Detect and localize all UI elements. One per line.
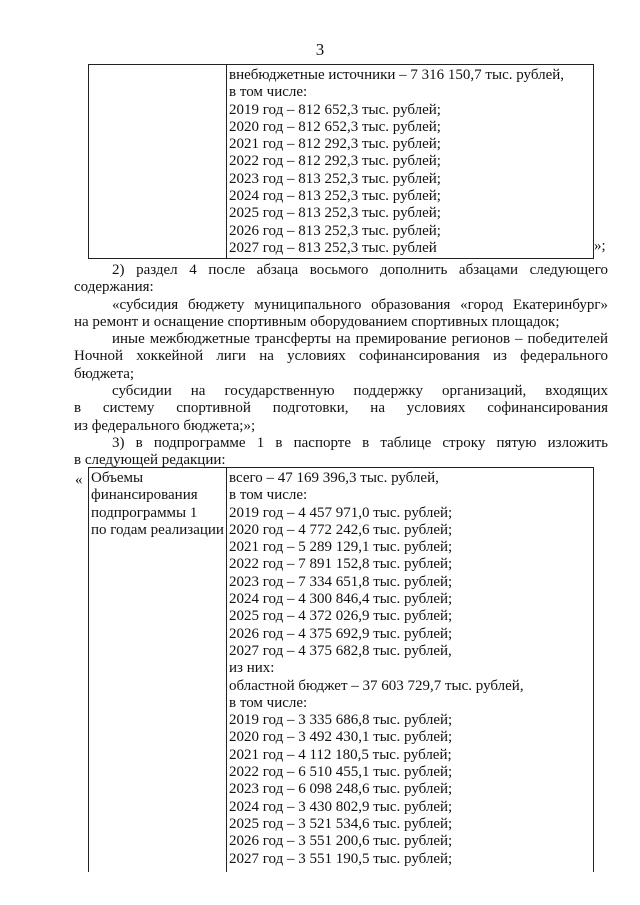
quote-3-line-1: субсидии на государственную поддержку организаций, входящих <box>112 383 608 399</box>
table-line: 2021 год – 5 289 129,1 тыс. рублей; <box>229 539 453 556</box>
table-line: 2020 год – 4 772 242,6 тыс. рублей; <box>229 521 453 538</box>
table-line: 2027 год – 813 252,3 тыс. рублей <box>229 239 437 256</box>
table-line: областной бюджет – 37 603 729,7 тыс. рублей, <box>229 677 524 694</box>
table-line: 2020 год – 812 652,3 тыс. рублей; <box>229 118 441 135</box>
table-line: 2025 год – 3 521 534,6 тыс. рублей; <box>229 815 453 832</box>
table-line: 2026 год – 4 375 692,9 тыс. рублей; <box>229 625 453 642</box>
quote-paragraph-3 <box>74 383 608 435</box>
table-line: 2022 год – 812 292,3 тыс. рублей; <box>229 153 441 170</box>
quote-3-line-3: из федерального бюджета;»; <box>74 417 256 434</box>
item-2-line-1: 2) раздел 4 после абзаца восьмого дополнить абзацами следующего <box>112 262 608 278</box>
table-line: в том числе: <box>229 84 308 101</box>
quote-2-line-2: Ночной хоккейной лиги на условиях софинансирования из федерального <box>74 348 608 365</box>
quote-paragraph-1 <box>74 297 608 332</box>
table-bottom-right-cell <box>229 470 524 868</box>
quote-2-line-3: бюджета; <box>74 365 135 382</box>
table-line: в том числе: <box>229 694 308 711</box>
table-line: в том числе: <box>229 487 308 504</box>
table-line: 2023 год – 813 252,3 тыс. рублей; <box>229 170 441 187</box>
item-3-line-1: 3) в подпрограмме 1 в паспорте в таблице строку пятую изложить <box>112 435 608 451</box>
closing-quote-mark: »; <box>594 238 606 254</box>
table-line: 2023 год – 7 334 651,8 тыс. рублей; <box>229 573 453 590</box>
quote-3-line-2: в систему спортивной подготовки, на условиях софинансирования <box>74 400 608 417</box>
table-line: 2024 год – 813 252,3 тыс. рублей; <box>229 188 441 205</box>
table-line: внебюджетные источники – 7 316 150,7 тыс. рублей, <box>229 67 565 83</box>
quote-paragraph-2 <box>74 331 608 383</box>
quote-1-line-2: на ремонт и оснащение спортивным оборудованием спортивных площадок; <box>74 314 560 331</box>
quote-1-line-1: «субсидия бюджету муниципального образования «город Екатеринбург» <box>112 297 608 313</box>
item-2-line-2: содержания: <box>74 279 154 296</box>
opening-quote-mark: « <box>75 472 83 488</box>
table-line: 2025 год – 4 372 026,9 тыс. рублей; <box>229 608 453 625</box>
table-line: 2024 год – 4 300 846,4 тыс. рублей; <box>229 591 453 608</box>
table-line: 2022 год – 6 510 455,1 тыс. рублей; <box>229 764 453 781</box>
table-line: 2019 год – 3 335 686,8 тыс. рублей; <box>229 712 453 729</box>
page-number: 3 <box>315 40 325 59</box>
item-2-paragraph <box>74 262 608 297</box>
table-line: 2024 год – 3 430 802,9 тыс. рублей; <box>229 798 453 815</box>
row-label-line: подпрограммы 1 <box>91 504 198 521</box>
table-line: 2027 год – 3 551 190,5 тыс. рублей; <box>229 850 453 867</box>
table-line: из них: <box>229 660 275 677</box>
table-top-right-cell <box>229 67 564 257</box>
row-label-line: по годам реализации <box>91 521 224 538</box>
table-line: 2026 год – 813 252,3 тыс. рублей; <box>229 222 441 239</box>
row-label-line: финансирования <box>91 487 198 504</box>
item-3-line-2: в следующей редакции: <box>74 452 226 469</box>
table-line: 2026 год – 3 551 200,6 тыс. рублей; <box>229 833 453 850</box>
financing-table-top <box>88 64 594 259</box>
table-line: 2027 год – 4 375 682,8 тыс. рублей, <box>229 642 452 659</box>
table-bottom-left-cell <box>89 468 227 872</box>
table-top-left-cell <box>89 65 227 258</box>
row-label-line: Объемы <box>91 470 144 486</box>
item-3-paragraph <box>74 435 608 470</box>
table-line: 2022 год – 7 891 152,8 тыс. рублей; <box>229 556 453 573</box>
table-line: 2019 год – 812 652,3 тыс. рублей; <box>229 101 441 118</box>
table-line: 2021 год – 812 292,3 тыс. рублей; <box>229 136 441 153</box>
financing-table-bottom <box>88 467 594 872</box>
table-line: 2020 год – 3 492 430,1 тыс. рублей; <box>229 729 453 746</box>
quote-2-line-1: иные межбюджетные трансферты на премирование регионов – победителей <box>112 331 608 347</box>
table-line: 2019 год – 4 457 971,0 тыс. рублей; <box>229 504 453 521</box>
table-line: 2023 год – 6 098 248,6 тыс. рублей; <box>229 781 453 798</box>
table-line: всего – 47 169 396,3 тыс. рублей, <box>229 470 439 486</box>
table-line: 2021 год – 4 112 180,5 тыс. рублей; <box>229 746 452 763</box>
table-line: 2025 год – 813 252,3 тыс. рублей; <box>229 205 441 222</box>
